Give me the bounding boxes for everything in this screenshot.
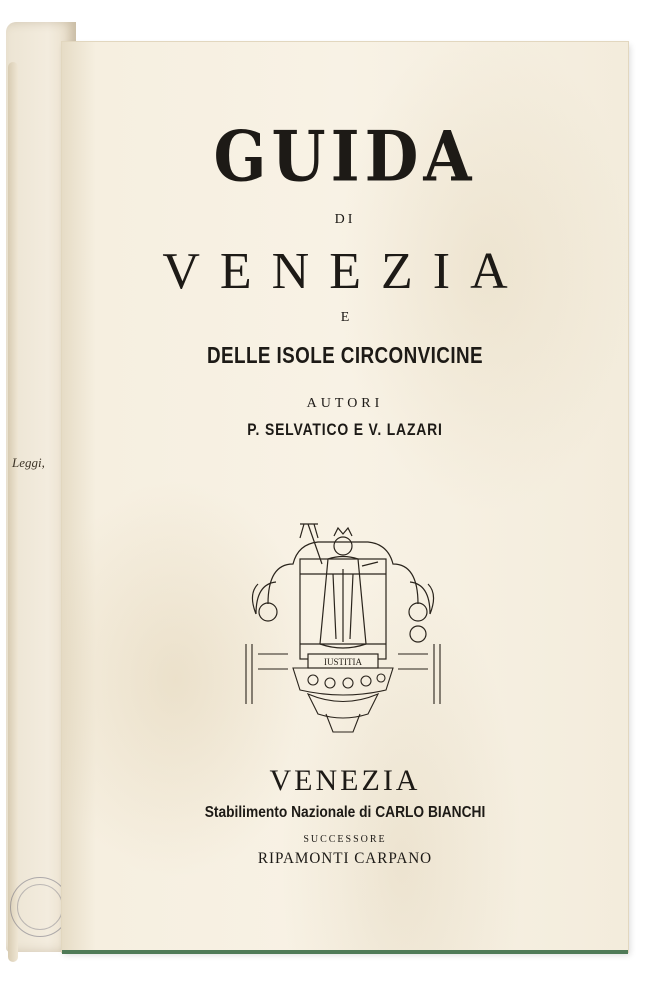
book-subtitle: DELLE ISOLE CIRCONVICINE: [206, 342, 484, 368]
imprint-successor: RIPAMONTI CARPANO: [257, 850, 433, 867]
title-di: DI: [334, 212, 356, 227]
title-e: E: [340, 310, 350, 325]
justice-vignette-icon: [238, 504, 448, 734]
page-edge: [8, 62, 18, 962]
imprint-city: VENEZIA: [269, 764, 421, 797]
vignette-inscription: IUSTITIA: [324, 657, 362, 667]
authors-names: P. SELVATICO E V. LAZARI: [247, 420, 443, 439]
title-page: [62, 42, 628, 952]
title-city: VENEZIA: [162, 243, 528, 300]
margin-note: Leggi,: [12, 455, 45, 470]
imprint-successore-label: SUCCESSORE: [303, 834, 387, 845]
library-stamp: [10, 877, 70, 937]
imprint-printer: Stabilimento Nazionale di CARLO BIANCHI: [204, 804, 486, 821]
authors-label: AUTORI: [306, 396, 384, 411]
book-title: GUIDA: [213, 115, 477, 198]
cover-edge: [62, 950, 628, 954]
